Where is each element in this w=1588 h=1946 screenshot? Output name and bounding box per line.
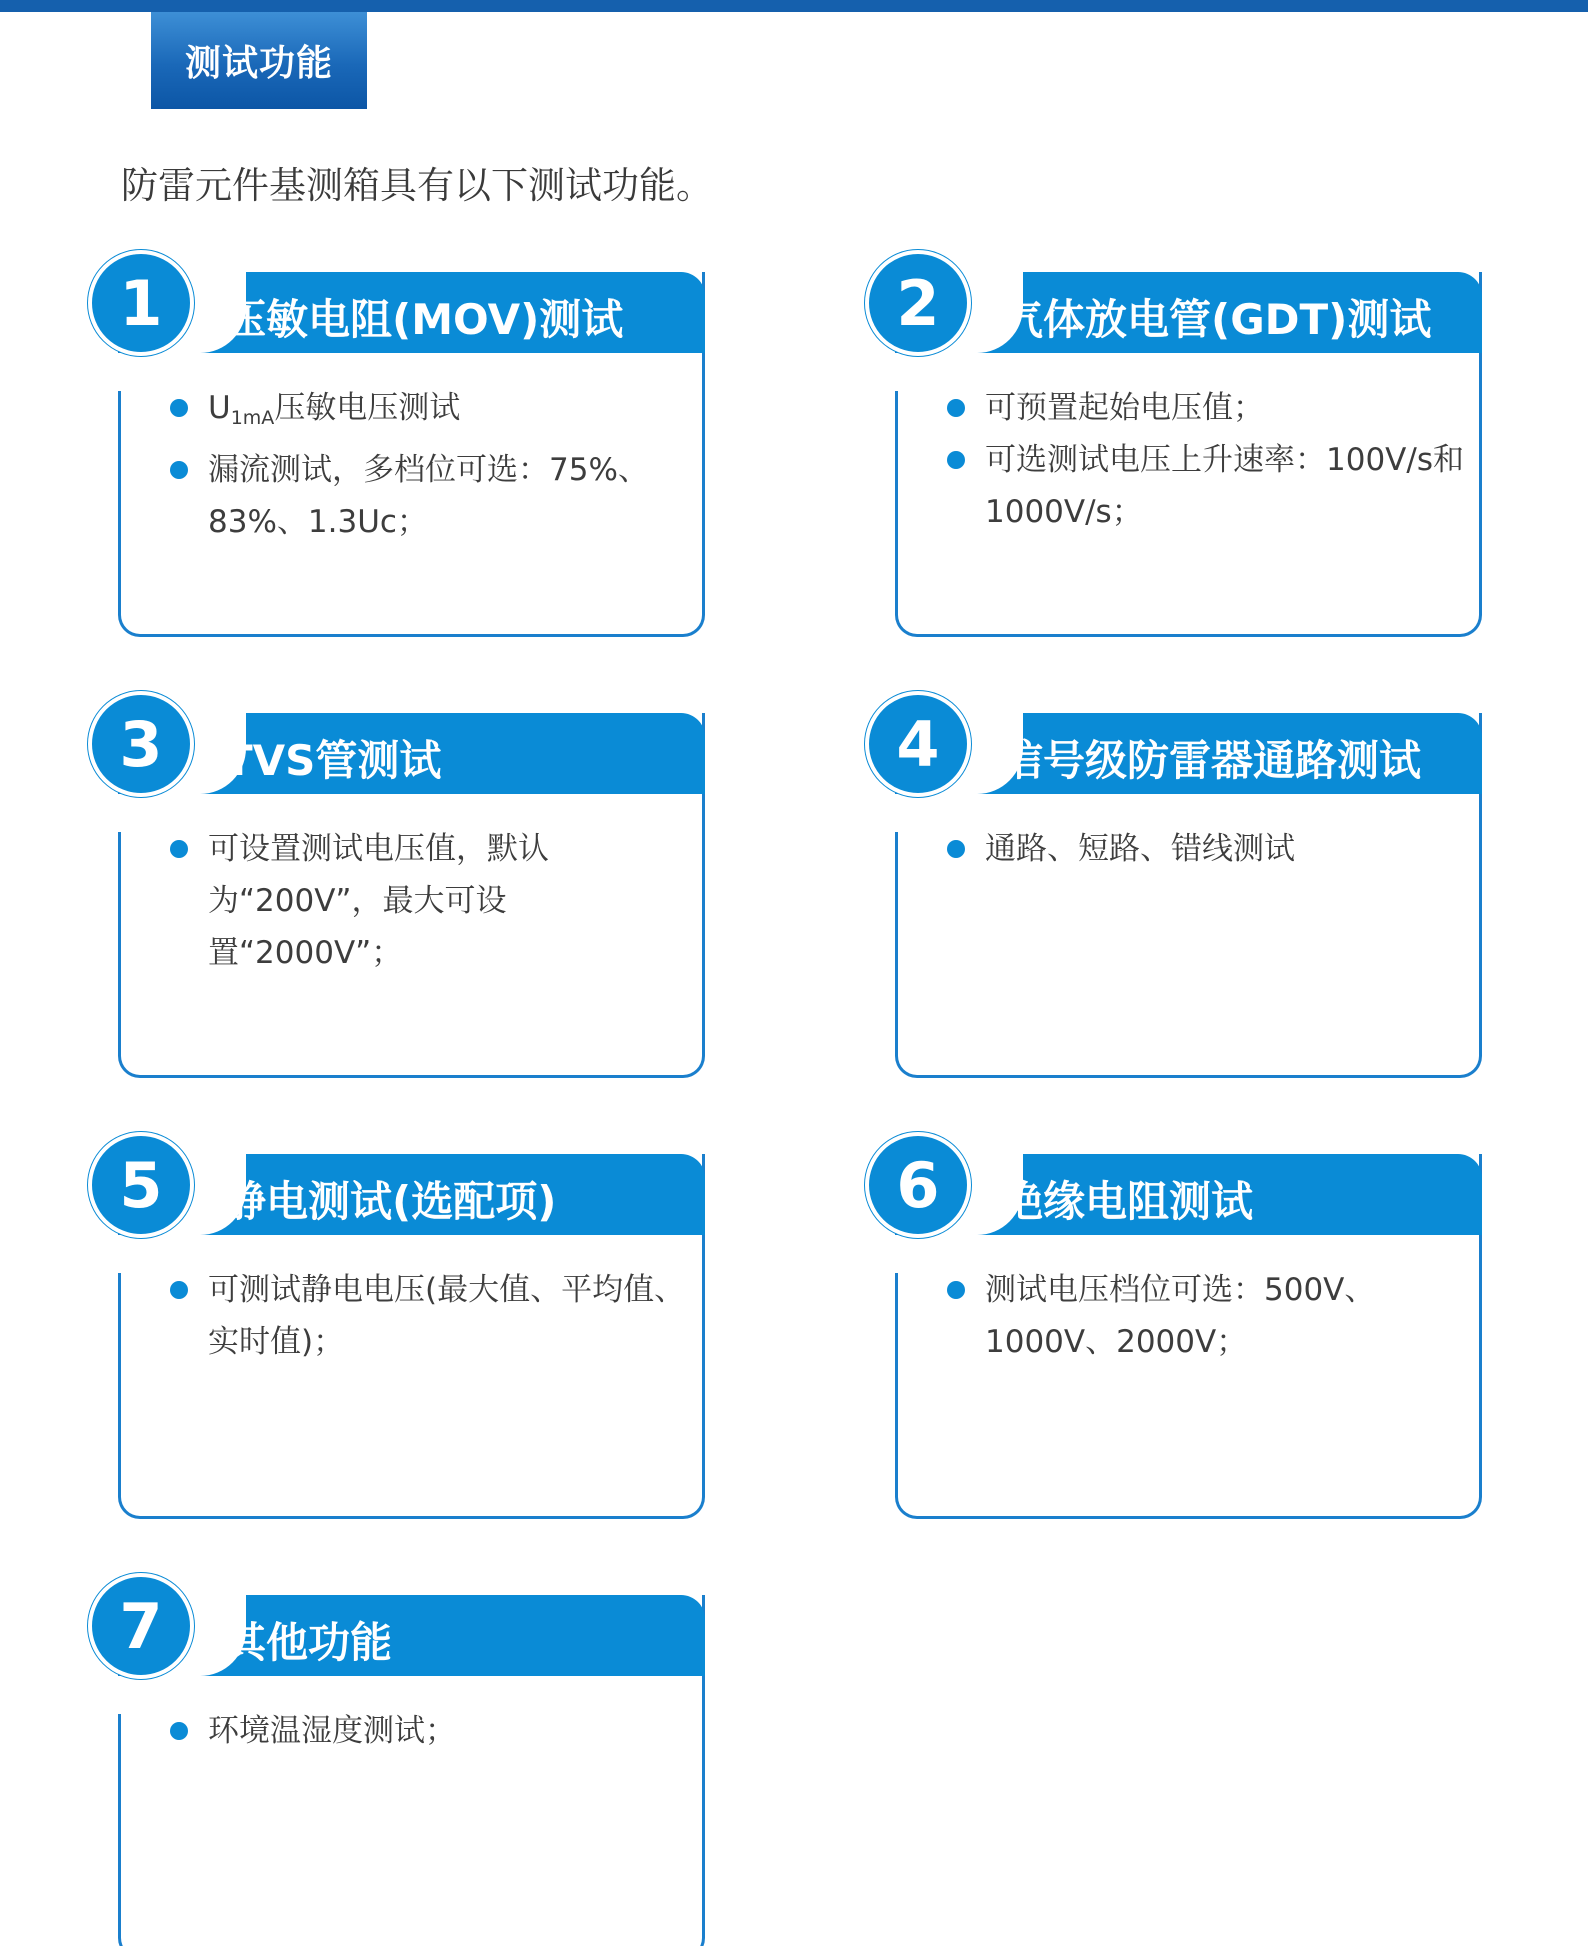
intro-text: 防雷元件基测箱具有以下测试功能。 (121, 164, 713, 207)
bullet-dot-icon (170, 1722, 188, 1740)
card-item (158, 1705, 698, 1757)
bullet-dot-icon (947, 840, 965, 858)
feature-card-6 (865, 1148, 1482, 1519)
bullet-dot-icon (170, 1281, 188, 1299)
item-text: 可设置测试电压值，默认为“200V”，最大可设置“2000V”； (208, 831, 549, 971)
frame-gap (865, 353, 899, 391)
card-item-list (158, 382, 698, 548)
feature-card-3 (88, 707, 705, 1078)
frame-gap (865, 794, 899, 832)
card-title: 气体放电管(GDT)测试 (1001, 294, 1432, 344)
card-item (935, 823, 1475, 875)
card-item-list (935, 1264, 1475, 1368)
card-title: TVS管测试 (224, 735, 442, 785)
card-title: 静电测试(选配项) (224, 1176, 557, 1226)
card-title: 绝缘电阻测试 (1001, 1176, 1254, 1226)
frame-gap (88, 353, 122, 391)
card-item-list (935, 382, 1475, 538)
card-title: 其他功能 (224, 1617, 393, 1667)
card-number-badge: 4 (865, 691, 971, 797)
bullet-dot-icon (170, 399, 188, 417)
card-item-list (935, 823, 1475, 875)
item-text: 环境温湿度测试； (208, 1713, 456, 1749)
bullet-dot-icon (947, 1281, 965, 1299)
item-text: 可选测试电压上升速率：100V/s和1000V/s； (985, 442, 1464, 530)
card-item (935, 1264, 1475, 1368)
feature-card-4 (865, 707, 1482, 1078)
card-number-badge: 6 (865, 1132, 971, 1238)
item-prefix: U (208, 390, 231, 426)
card-number-badge: 1 (88, 250, 194, 356)
feature-card-5 (88, 1148, 705, 1519)
card-item (935, 434, 1475, 538)
item-text: 可测试静电电压(最大值、平均值、实时值)； (208, 1272, 686, 1360)
frame-gap (88, 1676, 122, 1714)
card-item (158, 444, 698, 548)
feature-card-7 (88, 1589, 705, 1946)
card-item-list (158, 823, 698, 979)
bullet-dot-icon (170, 840, 188, 858)
item-text: 通路、短路、错线测试 (985, 831, 1295, 867)
card-number-badge: 2 (865, 250, 971, 356)
item-subscript: 1mA (230, 407, 275, 429)
item-text: 可预置起始电压值； (985, 390, 1264, 426)
item-text: 压敏电压测试 (274, 390, 461, 426)
frame-gap (88, 1235, 122, 1273)
card-number-badge: 3 (88, 691, 194, 797)
card-item-list (158, 1705, 698, 1757)
card-item (158, 823, 698, 979)
item-text: 漏流测试，多档位可选：75%、83%、1.3Uc； (208, 452, 649, 540)
feature-card-2 (865, 266, 1482, 637)
bullet-dot-icon (170, 461, 188, 479)
card-number-badge: 5 (88, 1132, 194, 1238)
section-tab: 测试功能 (151, 12, 367, 109)
bullet-dot-icon (947, 451, 965, 469)
card-item (158, 1264, 698, 1368)
card-item-list (158, 1264, 698, 1368)
card-item (935, 382, 1475, 434)
card-item (158, 382, 698, 444)
frame-gap (865, 1235, 899, 1273)
card-title: 信号级防雷器通路测试 (1001, 735, 1422, 785)
bullet-dot-icon (947, 399, 965, 417)
card-title: 压敏电阻(MOV)测试 (224, 294, 624, 344)
item-text: 测试电压档位可选：500V、1000V、2000V； (985, 1272, 1376, 1360)
card-number-badge: 7 (88, 1573, 194, 1679)
top-accent-bar (0, 0, 1588, 12)
frame-gap (88, 794, 122, 832)
feature-card-1 (88, 266, 705, 637)
